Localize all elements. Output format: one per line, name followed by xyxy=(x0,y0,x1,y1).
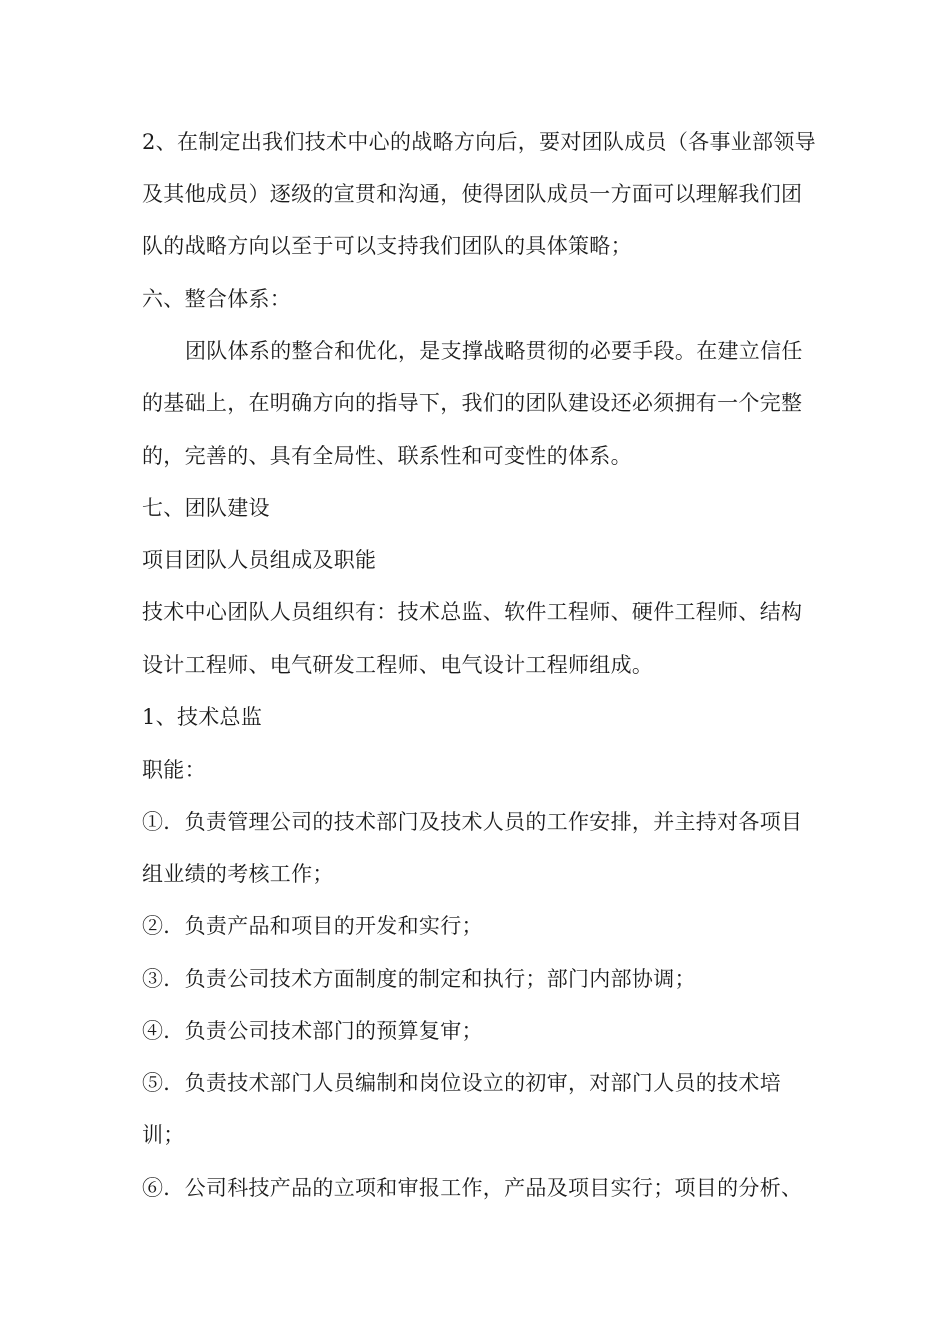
paragraph-line: 及其他成员）逐级的宣贯和沟通，使得团队成员一方面可以理解我们团 xyxy=(142,182,803,206)
list-item: ④．负责公司技术部门的预算复审； xyxy=(142,1019,483,1043)
list-item: ③．负责公司技术方面制度的制定和执行；部门内部协调； xyxy=(142,967,696,991)
subheading: 1、技术总监 xyxy=(142,705,263,729)
paragraph-line: 的，完善的、具有全局性、联系性和可变性的体系。 xyxy=(142,444,632,468)
list-item-continuation: 训； xyxy=(142,1123,185,1147)
paragraph-line: 设计工程师、电气研发工程师、电气设计工程师组成。 xyxy=(142,653,654,677)
list-item: ⑥．公司科技产品的立项和审报工作，产品及项目实行；项目的分析、 xyxy=(142,1176,803,1200)
list-item: ⑤．负责技术部门人员编制和岗位设立的初审，对部门人员的技术培 xyxy=(142,1071,781,1095)
section-heading: 六、整合体系： xyxy=(142,287,292,311)
paragraph-line: 团队体系的整合和优化，是支撑战略贯彻的必要手段。在建立信任 xyxy=(185,339,803,363)
list-item: ①．负责管理公司的技术部门及技术人员的工作安排，并主持对各项目 xyxy=(142,810,803,834)
paragraph-line: 技术中心团队人员组织有：技术总监、软件工程师、硬件工程师、结构 xyxy=(142,600,803,624)
paragraph-line: 2、在制定出我们技术中心的战略方向后，要对团队成员（各事业部领导 xyxy=(142,130,816,154)
subheading: 项目团队人员组成及职能 xyxy=(142,548,377,572)
section-heading: 七、团队建设 xyxy=(142,496,270,520)
list-item: ②．负责产品和项目的开发和实行； xyxy=(142,914,483,938)
list-item-continuation: 组业绩的考核工作； xyxy=(142,862,334,886)
paragraph-line: 的基础上，在明确方向的指导下，我们的团队建设还必须拥有一个完整 xyxy=(142,391,803,415)
paragraph-line: 队的战略方向以至于可以支持我们团队的具体策略； xyxy=(142,234,632,258)
label: 职能： xyxy=(142,758,206,782)
